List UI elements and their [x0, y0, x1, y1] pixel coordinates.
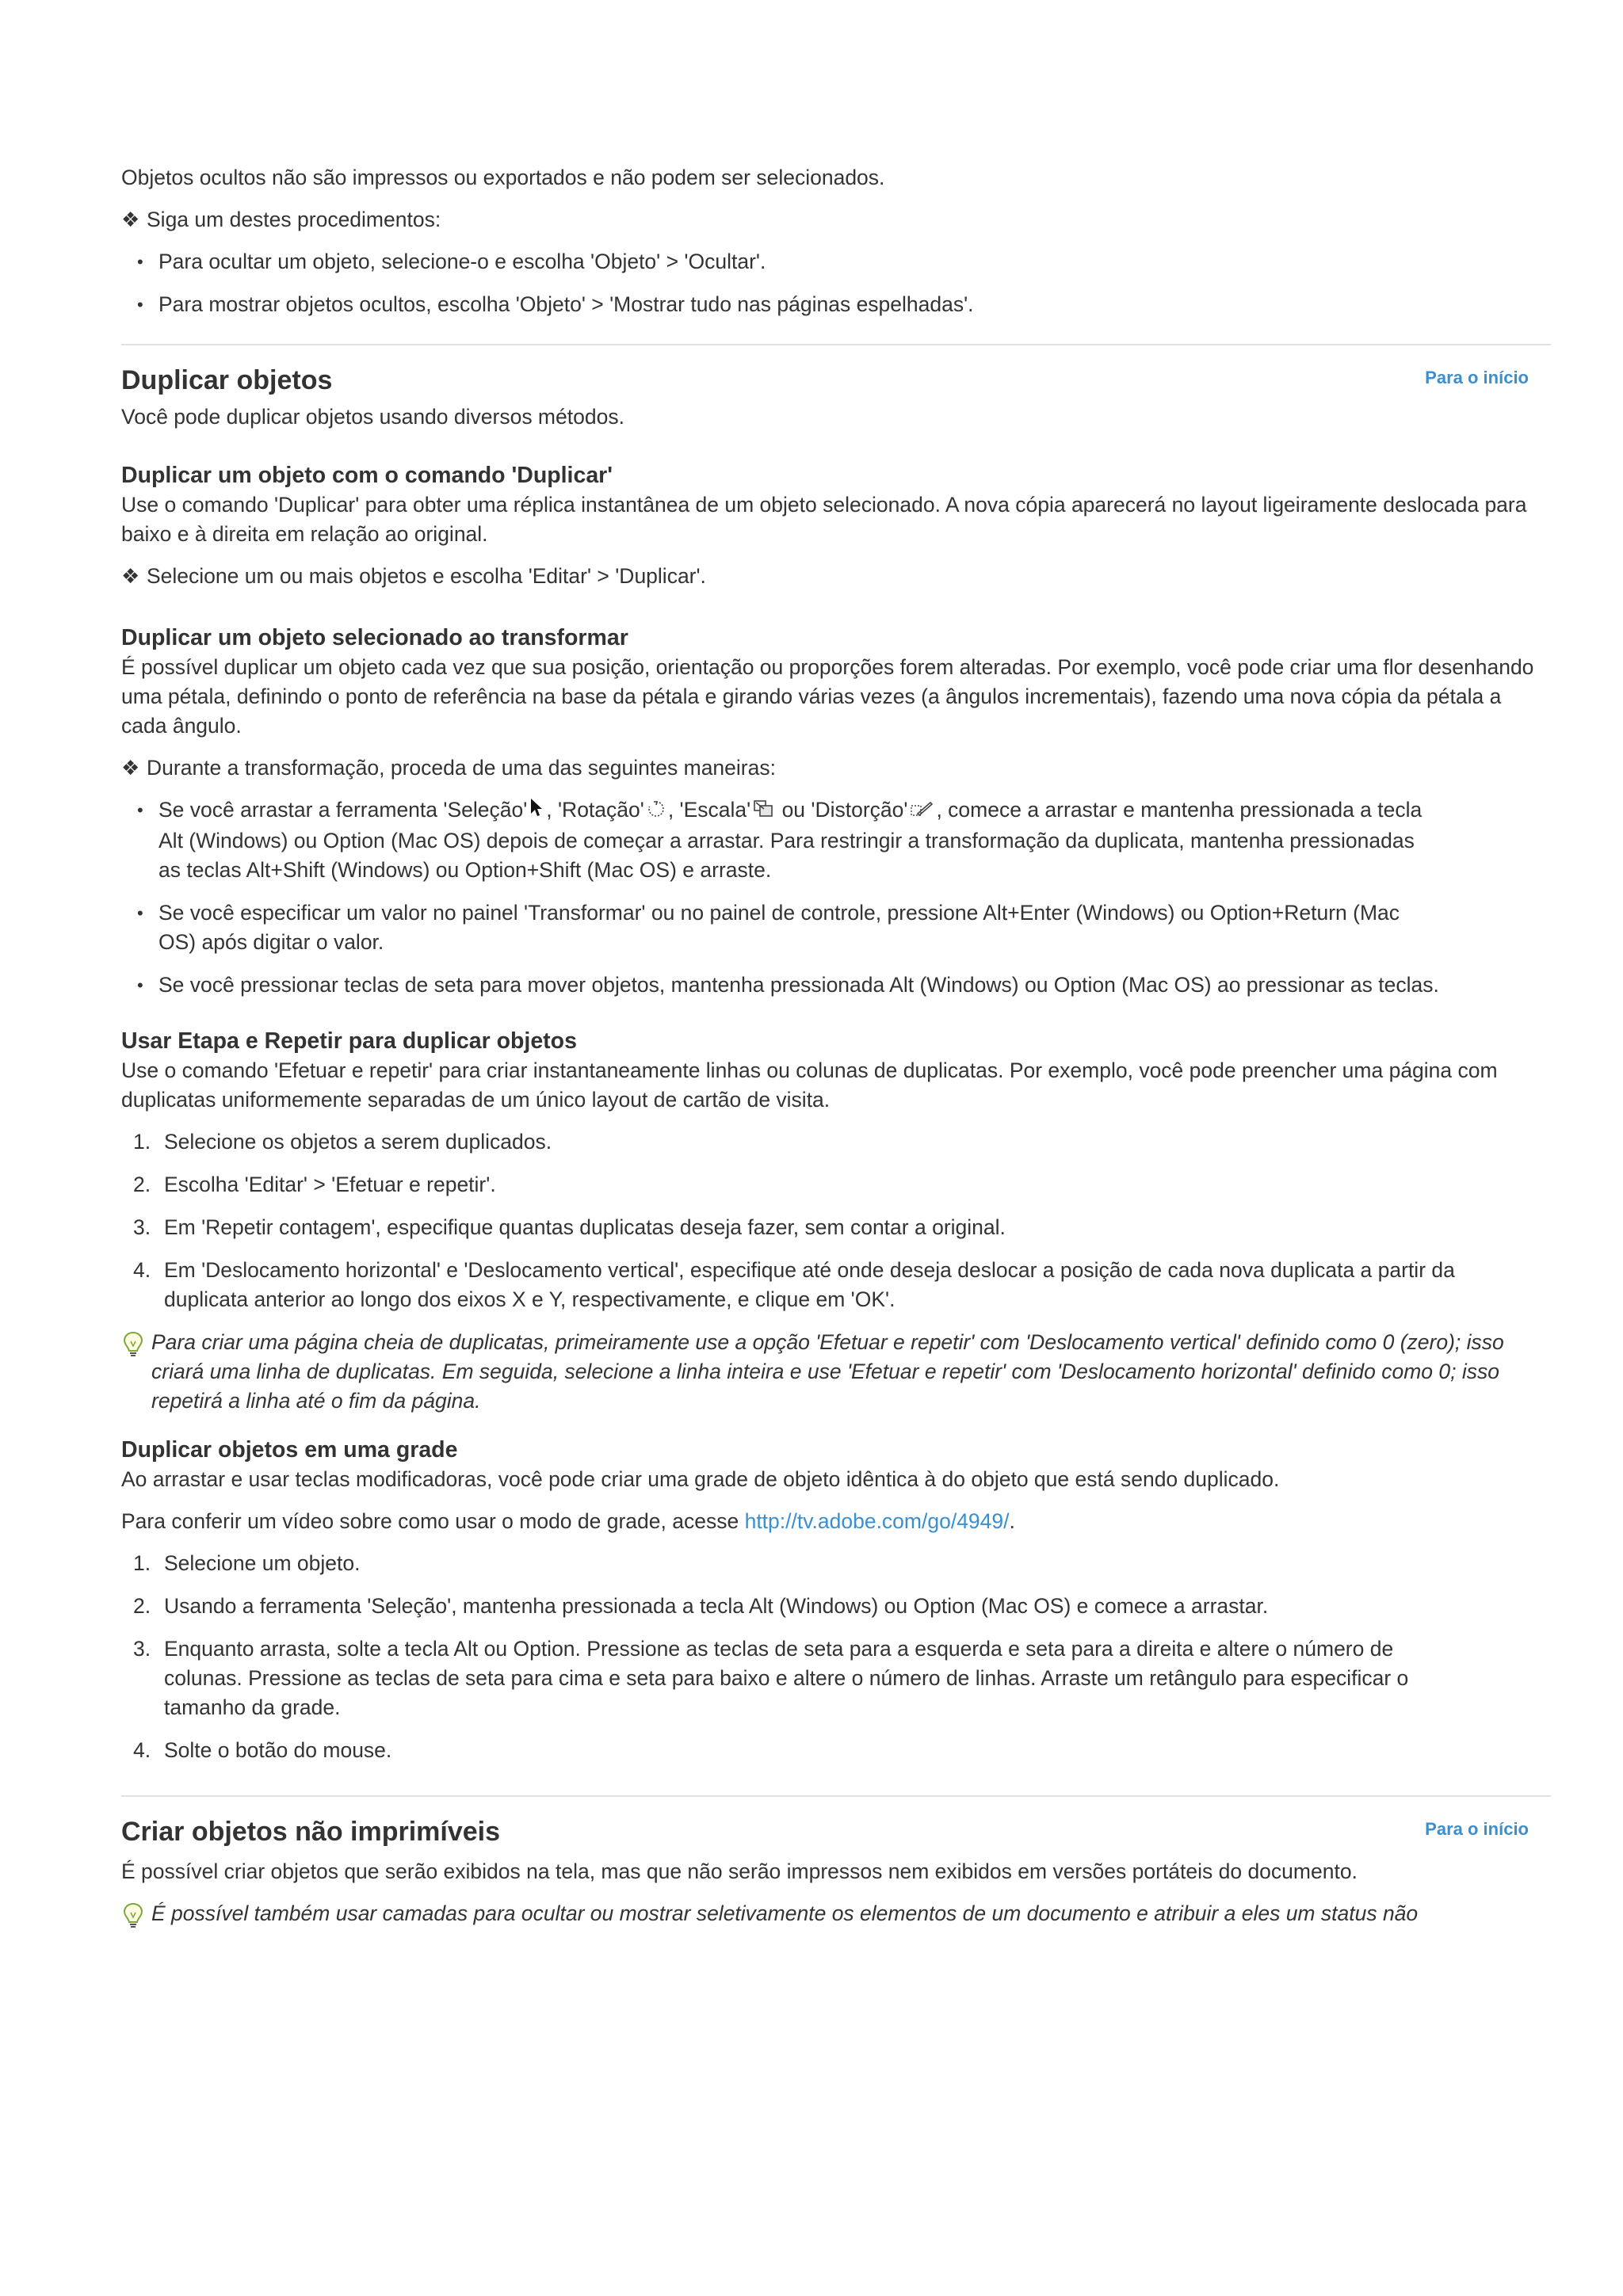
hide-intro: Objetos ocultos não são impressos ou exportados e não podem ser selecionados. [121, 166, 885, 189]
step-diamond-icon: ❖ [121, 564, 140, 588]
procedure-label: Siga um destes procedimentos: [147, 208, 441, 231]
tip-text: É possível também usar camadas para ocultar ou mostrar seletivamente os elementos de um documento e atribuir a eles um status não [151, 1901, 1419, 1925]
step-number: 4. [133, 1738, 151, 1762]
list-item [133, 1634, 1464, 1722]
step-text: Em 'Repetir contagem', especifique quantas duplicatas deseja fazer, sem contar a original. [164, 1215, 1006, 1239]
list-item [133, 1256, 1464, 1314]
video-link[interactable]: http://tv.adobe.com/go/4949/ [744, 1509, 1010, 1533]
procedure-label: Durante a transformação, proceda de uma das seguintes maneiras: [147, 756, 776, 780]
subsection-text: É possível duplicar um objeto cada vez que sua posição, orientação ou proporções forem alteradas. Por exemplo, você pode criar uma flor desenhando uma pétala, definindo o ponto de referência na base da pétala e girando várias vezes (a ângulos incrementais), fazendo uma nova cópia da pétala a cada ângulo. [121, 655, 1534, 738]
video-prefix: Para conferir um vídeo sobre como usar o modo de grade, acesse [121, 1509, 745, 1533]
grid-subsection [121, 1435, 1551, 1765]
list-item [133, 1127, 1464, 1157]
shear-tool-icon [910, 797, 934, 826]
step-text: Selecione um objeto. [164, 1551, 361, 1575]
selection-tool-icon [529, 797, 544, 826]
procedure-step [121, 205, 1551, 235]
subsection-text: Use o comando 'Duplicar' para obter uma réplica instantânea de um objeto selecionado. A nova cópia aparecerá no layout ligeiramente deslocada para baixo e à direita em relação ao original. [121, 493, 1527, 546]
lightbulb-icon [121, 1328, 151, 1366]
list-item: • Se você pressionar teclas de seta para mover objetos, mantenha pressionada Alt (Windows) ou Option (Mac OS) ao pressionar as teclas. [158, 971, 1442, 1000]
back-to-top-link[interactable]: Para o início [1425, 368, 1529, 387]
list-item [133, 1549, 1464, 1578]
duplicate-transform-subsection [121, 623, 1551, 1000]
step-text: Solte o botão do mouse. [164, 1738, 392, 1762]
duplicate-section-header [121, 345, 1551, 399]
step-number: 2. [133, 1594, 151, 1618]
list-item [133, 1213, 1464, 1242]
nonprint-text: É possível criar objetos que serão exibidos na tela, mas que não serão impressos nem exibidos em versões portáteis do documento. [121, 1859, 1358, 1883]
step-number: 1. [133, 1130, 151, 1154]
subsection-heading: Duplicar um objeto com o comando 'Duplicar' [121, 463, 613, 488]
scale-tool-icon [753, 797, 773, 826]
subsection-heading: Duplicar um objeto selecionado ao transformar [121, 625, 628, 650]
hide-options-list [121, 247, 1442, 319]
list-item [133, 1736, 1464, 1765]
section-title: Criar objetos não imprimíveis [121, 1817, 501, 1847]
step-diamond-icon: ❖ [121, 756, 140, 780]
procedure-label: Selecione um ou mais objetos e escolha 'Editar' > 'Duplicar'. [147, 564, 706, 588]
step-text: Escolha 'Editar' > 'Efetuar e repetir'. [164, 1173, 496, 1196]
page-content [121, 163, 1551, 1951]
nonprint-section-header [121, 1797, 1551, 1851]
back-to-top-link[interactable]: Para o início [1425, 1819, 1529, 1839]
procedure-step [121, 753, 1551, 783]
list-item: • Para mostrar objetos ocultos, escolha 'Objeto' > 'Mostrar tudo nas páginas espelhadas'. [158, 290, 1442, 319]
step-number: 4. [133, 1258, 151, 1282]
subsection-heading: Usar Etapa e Repetir para duplicar objetos [121, 1028, 577, 1054]
tip-note [121, 1899, 1551, 1937]
lightbulb-icon [121, 1899, 151, 1937]
subsection-text: Ao arrastar e usar teclas modificadoras, você pode criar uma grade de objeto idêntica à do objeto que está sendo duplicado. [121, 1467, 1280, 1491]
subsection-heading: Duplicar objetos em uma grade [121, 1437, 458, 1463]
item-text: , comece a arrastar e mantenha pressionada a tecla Alt (Windows) ou Option (Mac OS) depois de começar a arrastar. Para restringir a transformação da duplicata, mantenha pressionadas as teclas Alt+Shift (Windows) ou Option+Shift (Mac OS) e arraste. [158, 798, 1423, 882]
step-repeat-steps [121, 1127, 1464, 1314]
procedure-step [121, 562, 1551, 591]
tip-note [121, 1328, 1551, 1416]
step-text: Em 'Deslocamento horizontal' e 'Deslocamento vertical', especifique até onde deseja deslocar a posição de cada nova duplicata a partir da duplicata anterior ao longo dos eixos X e Y, respectivamente, e clique em 'OK'. [164, 1258, 1455, 1311]
list-item [158, 795, 1442, 885]
duplicate-command-subsection [121, 460, 1551, 591]
section-title: Duplicar objetos [121, 365, 333, 395]
step-number: 3. [133, 1215, 151, 1239]
step-number: 3. [133, 1637, 151, 1661]
rotate-tool-icon [647, 797, 666, 826]
list-item: • Se você especificar um valor no painel 'Transformar' ou no painel de controle, pressione Alt+Enter (Windows) ou Option+Return (Mac OS) após digitar o valor. [158, 898, 1442, 957]
video-suffix: . [1009, 1509, 1015, 1533]
tip-text: Para criar uma página cheia de duplicatas, primeiramente use a opção 'Efetuar e repetir' com 'Deslocamento vertical' definido como 0 (zero); isso criará uma linha de duplicatas. Em seguida, selecione a linha inteira e use 'Efetuar e repetir' com 'Deslocamento horizontal' definido como 0; isso repetirá a linha até o fim da página. [151, 1330, 1504, 1413]
item-text: , 'Escala' [667, 798, 751, 822]
list-item: • Para ocultar um objeto, selecione-o e escolha 'Objeto' > 'Ocultar'. [158, 247, 1442, 277]
transform-options-list [121, 795, 1442, 1000]
list-item [133, 1170, 1464, 1199]
item-text: Se você arrastar a ferramenta 'Seleção' [158, 798, 528, 822]
video-line [121, 1507, 1551, 1536]
step-number: 1. [133, 1551, 151, 1575]
list-item [133, 1592, 1464, 1621]
subsection-text: Use o comando 'Efetuar e repetir' para criar instantaneamente linhas ou colunas de duplicatas. Por exemplo, você pode preencher uma página com duplicatas uniformemente separadas de um único layout de cartão de visita. [121, 1058, 1498, 1112]
item-text: ou 'Distorção' [776, 798, 908, 822]
step-number: 2. [133, 1173, 151, 1196]
grid-steps [121, 1549, 1464, 1765]
step-repeat-subsection [121, 1026, 1551, 1416]
step-diamond-icon: ❖ [121, 208, 140, 231]
step-text: Enquanto arrasta, solte a tecla Alt ou Option. Pressione as teclas de seta para a esquerda e seta para a direita e altere o número de colunas. Pressione as teclas de seta para cima e seta para baixo e altere o número de linhas. Arraste um retângulo para especificar o tamanho da grade. [164, 1637, 1409, 1719]
item-text: , 'Rotação' [546, 798, 644, 822]
step-text: Usando a ferramenta 'Seleção', mantenha pressionada a tecla Alt (Windows) ou Option (Mac OS) e comece a arrastar. [164, 1594, 1269, 1618]
step-text: Selecione os objetos a serem duplicados. [164, 1130, 552, 1154]
duplicate-intro: Você pode duplicar objetos usando diversos métodos. [121, 405, 624, 429]
